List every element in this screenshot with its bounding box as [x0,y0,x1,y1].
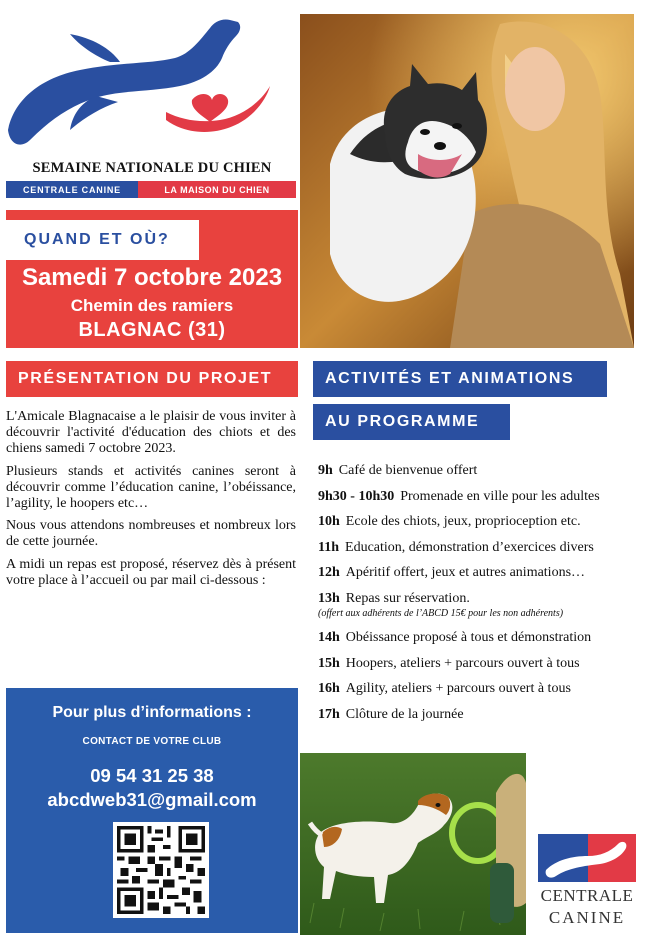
activities-header-line2: AU PROGRAMME [313,404,510,440]
dog-agility-photo [300,753,526,935]
contact-box [6,688,298,933]
schedule-item [318,540,654,566]
schedule-time: 16h [318,681,340,697]
event-city: BLAGNAC (31) [78,319,226,341]
logo-subtitle-bar [6,181,296,198]
qr-code-icon[interactable] [113,822,209,918]
schedule-text: Hoopers, ateliers + parcours ouvert à tous [345,655,580,671]
activities-header-line1: ACTIVITÉS ET ANIMATIONS [313,361,607,397]
dog-logo-icon [0,0,300,160]
schedule-time: 9h30 - 10h30 [318,488,395,504]
event-series-title: SEMAINE NATIONALE DU CHIEN [32,160,272,176]
event-street: Chemin des ramiers [70,296,234,315]
schedule-list [318,463,654,732]
contact-subtitle: CONTACT DE VOTRE CLUB [82,736,222,747]
schedule-text: Education, démonstration d’exercices divers [345,539,594,555]
event-date: Samedi 7 octobre 2023 [21,264,283,291]
presentation-paragraph: Plusieurs stands et activités canines seront à découvrir comme l’éducation canine, l’obéissance, l’agility, le hoopers etc… [6,463,296,512]
schedule-note: (offert aux adhérents de l’ABCD 15€ pour les non adhérents) [318,607,564,619]
presentation-header: PRÉSENTATION DU PROJET [6,361,298,397]
centrale-canine-logo-icon [538,834,636,882]
schedule-item [318,707,654,733]
schedule-time: 9h [318,463,333,478]
contact-title: Pour plus d’informations : [52,704,252,721]
schedule-time: 17h [318,706,340,722]
schedule-text: Ecole des chiots, jeux, proprioception etc. [345,514,581,530]
schedule-text: Promenade en ville pour les adultes [400,488,600,504]
when-where-label: QUAND ET OÙ? [24,231,170,248]
schedule-item [318,489,654,515]
schedule-time: 15h [318,655,340,671]
schedule-item [318,565,654,591]
hero-photo [300,14,634,348]
logo-subtitle-right: LA MAISON DU CHIEN [138,181,296,198]
schedule-time: 10h [318,514,340,530]
schedule-item [318,681,654,707]
schedule-item [318,630,654,656]
schedule-item [318,463,654,489]
schedule-text: Obéissance proposé à tous et démonstration [345,629,592,645]
schedule-time: 13h [318,590,340,606]
presentation-paragraph: Nous vous attendons nombreuses et nombreux lors de cette journée. [6,518,296,550]
schedule-text: Café de bienvenue offert [338,463,478,478]
presentation-paragraph: A midi un repas est proposé, réservez dès à présent votre place à l’accueil ou par mail ci-dessous : [6,556,296,588]
contact-email[interactable]: abcdweb31@gmail.com [47,789,257,810]
centrale-canine-name: CANINE [548,908,626,927]
schedule-text: Clôture de la journée [345,706,464,722]
logo-subtitle-left: CENTRALE CANINE [6,181,138,198]
schedule-text: Apéritif offert, jeux et autres animations… [345,565,586,581]
presentation-text [6,409,296,595]
schedule-item [318,514,654,540]
contact-phone[interactable]: 09 54 31 25 38 [90,765,214,786]
centrale-canine-name: CENTRALE [540,886,634,905]
schedule-time: 11h [318,539,340,555]
schedule-time: 14h [318,629,340,645]
schedule-text: Agility, ateliers + parcours ouvert à tous [345,681,571,697]
schedule-time: 12h [318,565,340,581]
presentation-paragraph: L'Amicale Blagnacaise a le plaisir de vous inviter à découvrir l'activité d'éducation des chiots et des chiens samedi 7 octobre 2023. [6,409,296,457]
schedule-item [318,656,654,682]
schedule-text: Repas sur réservation. [345,590,470,606]
